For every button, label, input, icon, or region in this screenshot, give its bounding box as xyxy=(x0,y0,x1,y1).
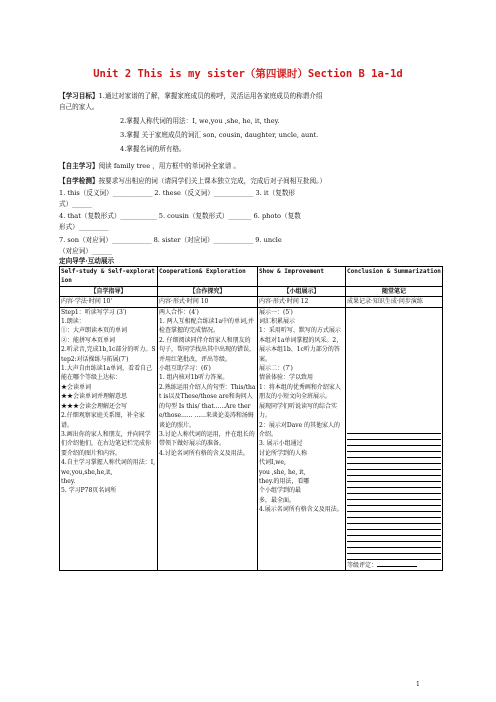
list-item: ②：能拼写本页单词 xyxy=(61,336,116,344)
list-item: we,you,she,he,it, xyxy=(61,468,113,476)
list-item: ①：大声朗读本页的单词 xyxy=(61,327,128,335)
objectives-line-cont: 自己的家人。 xyxy=(59,103,99,111)
table-meta-row xyxy=(60,297,443,307)
table-subheader: 【合作探究】 xyxy=(158,286,258,296)
list-item: 个小组学到的最 xyxy=(259,487,302,495)
list-item: 5. 学习P78页名词所 xyxy=(61,487,117,495)
grade-blank xyxy=(377,560,417,567)
check-row-2: 4. that（复数形式）___________ 5. cousin（复数形式）_______ 6. photo（复数 xyxy=(59,212,301,220)
guide-table xyxy=(59,266,443,571)
list-item: 代词I,we, xyxy=(259,459,286,467)
table-header: Conclusion & Summarization xyxy=(346,267,443,287)
col-cooperation xyxy=(158,307,258,570)
page-number: 1 xyxy=(416,681,420,688)
check-row-3b: （对应词）______ xyxy=(59,247,112,255)
list-item: 两人合作：(4′) xyxy=(159,308,199,316)
list-item: 4.展示名词所有格含义及用法。 xyxy=(259,506,343,514)
check-row-2b: 形式）_________ xyxy=(59,223,109,231)
list-item: Step1：听读写学习 (3′) xyxy=(61,308,127,316)
check-row-3: 7. son（对应词）____________ 8. sister（对应词）____________ 9. uncle xyxy=(59,236,282,244)
list-item: 展现同学们听说读写的综合实力。 xyxy=(259,402,338,420)
list-item: 1.朗读： xyxy=(61,318,85,326)
table-meta: 内容·学法·时间 10' xyxy=(60,297,158,307)
list-item: 情景体验：学以致用 xyxy=(259,374,314,382)
list-item: 1：将本组的优秀画和介绍家人朋友的小短文向全班展示。 xyxy=(259,383,341,401)
list-item: 展示一：(5′) xyxy=(259,308,293,316)
self-check-line: 【自学检测】按要求写出相应的词（请同学们关上课本独立完成，完成后对子间相互批阅。） xyxy=(59,177,327,185)
table-header: Cooperation& Exploration xyxy=(158,267,258,287)
objective-item-3: 3.掌握 关于家庭成员的词汇 son, cousin, daughter, uncle, aunt. xyxy=(120,131,319,139)
list-item: 3.讨论人称代词的运用，并在组长的带领下做好展示的准备。 xyxy=(159,430,255,448)
table-subheader: 随堂笔记 xyxy=(346,286,443,296)
list-item: they.的用法，看哪 xyxy=(259,477,310,485)
list-item: 1. 组内核对1b听力答案。 xyxy=(159,374,229,382)
list-item: 2.熟练运用介绍人的句型：This/that is以及These/those are和询问人的句型 Is this/ that......Are there/those...... ......来谈论姜涛和汤姆谈论的照片。 xyxy=(159,383,256,429)
col-show xyxy=(258,307,346,570)
table-subheader-row xyxy=(60,286,443,296)
table-subheader: 【小组展示】 xyxy=(258,286,346,296)
list-item: ★会读单词 xyxy=(61,383,92,391)
list-item: they. xyxy=(61,477,76,485)
list-item: 2. 仔细阅读同伴介绍家人和朋友的句子，帮同学找出其中出现的错误，并用红笔批改，评出等级。 xyxy=(159,336,256,363)
list-item: 3. 展示小组通过 xyxy=(259,440,303,448)
list-item: 讨论所学到的人称 xyxy=(259,449,308,457)
table-header: Self-study & Self-exploration xyxy=(60,267,158,287)
list-item: 小组互助学习：(6′) xyxy=(159,365,211,373)
list-item: 2：展示对Dave 的其他家人的介绍。 xyxy=(259,421,341,438)
list-item: 多，最全面。 xyxy=(259,496,296,504)
table-header: Show & Improvement xyxy=(258,267,346,287)
note-lines xyxy=(347,308,441,560)
table-subheader: 【自学指导】 xyxy=(60,286,158,296)
table-body-row xyxy=(60,307,443,570)
list-item: 4.讨论名词所有格的含义及用法。 xyxy=(159,449,249,457)
guide-label: 定向导学·互动展示 xyxy=(59,257,115,265)
objective-item-4: 4.掌握名词的所有格。 xyxy=(120,145,186,153)
grade-line: 等级评定： xyxy=(347,560,441,570)
list-item: you ,she, he, it, xyxy=(259,468,306,476)
list-item: 1.大声自由练读1a单词，看看自己能在哪个等级上达标： xyxy=(61,365,153,382)
list-item: 1：采用听写、默写的方式展示本组对1a单词掌握的风采。2，展示本组1b、1c听力部分的答案。 xyxy=(259,327,343,363)
table-header-row xyxy=(60,267,443,287)
list-item: ★★会读单词并理解意思 xyxy=(61,393,128,401)
list-item: 3.画出你的家人和朋友，并向同学们介绍他们，在右边笔记栏完成你要介绍的图片和内容。 xyxy=(61,430,152,457)
list-item: 2.听录音,完成1b,1c部分的听力。Step2:对话操练与拓展(7′) xyxy=(61,346,156,363)
list-item: ★★★会读会理解还会写 xyxy=(61,402,128,410)
list-item: 2.仔细观察家庭关系图，补全家谱。 xyxy=(61,412,145,429)
table-meta: 内容·形式·时间 10 xyxy=(158,297,258,307)
objective-item-2: 2.掌握人称代词的用法：I, we,you ,she, he, it, they. xyxy=(120,117,280,125)
table-meta: 成果记录·知识生成·问步演练 xyxy=(346,297,443,307)
self-study-line: 【自主学习】阅读 family tree ，用方框中的单词补全家谱 。 xyxy=(59,162,241,170)
check-row-1: 1. this（反义词）____________ 2. these（反义词）____________ 3. it（复数形 xyxy=(59,189,296,197)
list-item: 4.自主学习掌握人称代词的用法：I, xyxy=(61,459,156,467)
page-title: Unit 2 This is my sister（第四课时）Section B 1a-1d xyxy=(93,68,403,80)
objectives-line: 【学习目标】1.通过对家谱的了解，掌握家庭成员的称呼，灵活运用各家庭成员的称谓介绍 xyxy=(59,92,323,100)
col-self-study xyxy=(60,307,158,570)
col-notes xyxy=(346,307,443,570)
list-item: 展示二：(7′) xyxy=(259,365,293,373)
check-row-1b: 式）______ xyxy=(59,200,92,208)
list-item: 1. 两人互相配合练读1a中的单词,并检查掌握的完成情况。 xyxy=(159,318,254,335)
list-item: 词汇积累展示 xyxy=(259,318,296,326)
table-meta: 内容·形式·时间 12 xyxy=(258,297,346,307)
